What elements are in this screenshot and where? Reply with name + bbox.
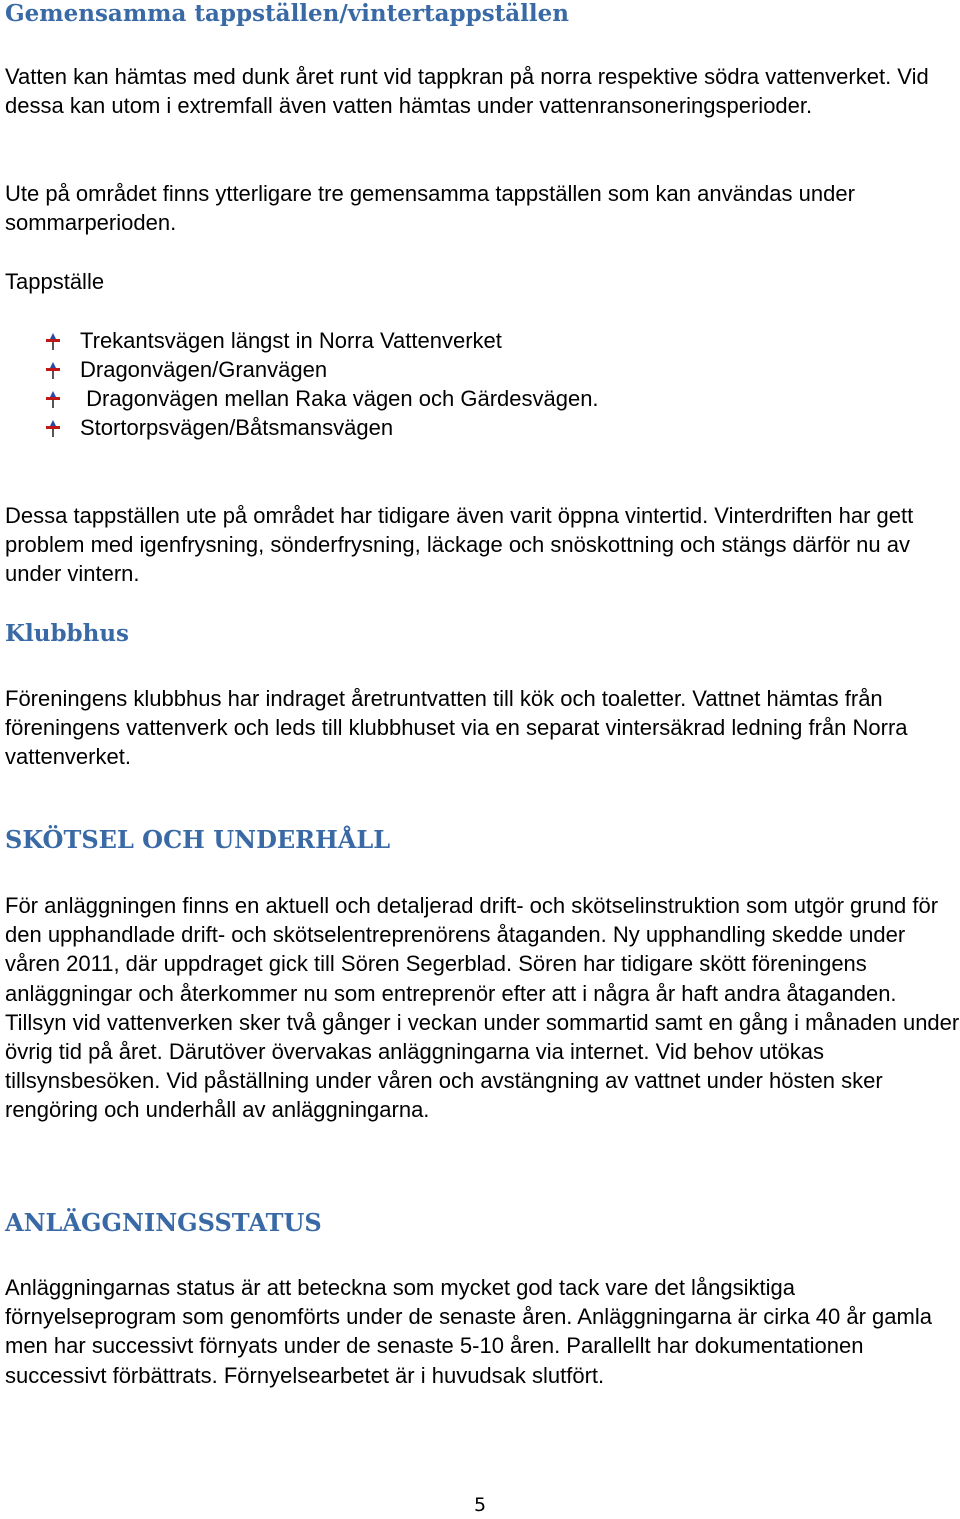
list-item — [43, 413, 599, 442]
list-item-text: Dragonvägen/Granvägen — [80, 357, 328, 382]
pushpin-icon — [43, 331, 63, 351]
heading-klubbhus: Klubbhus — [5, 620, 130, 647]
paragraph-vatten-dunk: Vatten kan hämtas med dunk året runt vid tappkran på norra respektive södra vattenverket. Vid dessa kan utom i extremfall även vatten hämtas under vattenransoneringsperioder. — [5, 64, 929, 119]
list-item — [43, 355, 599, 384]
pushpin-icon — [43, 360, 63, 380]
tappstalle-label: Tappställe — [5, 269, 105, 294]
paragraph-vinterdrift: Dessa tappställen ute på området har tidigare även varit öppna vintertid. Vinterdriften har gett problem med igenfrysning, sönderfrysning, läckage och snöskottning och stängs därför nu av under vintern. — [5, 503, 914, 587]
pushpin-icon — [43, 389, 63, 409]
paragraph-skotsel: För anläggningen finns en aktuell och detaljerad drift- och skötselinstruktion som utgör grund för den upphandlade drift- och skötselentreprenörens åtaganden. Ny upphandling skedde under våren 2011, där uppdraget gick till Sören Segerblad. Sören har tidigare skött föreningens anläggningar och återkommer nu som entreprenör efter att i några år haft andra åtaganden. Tillsyn vid vattenverken sker två gånger i veckan under sommartid samt en gång i månaden under övrig tid på året. Därutöver övervakas anläggningarna via internet. Vid behov utökas tillsynsbesöken. Vid påställning under våren och avstängning av vattnet under hösten sker rengöring och underhåll av anläggningarna. — [5, 893, 960, 1123]
paragraph-tre-tappstallen: Ute på området finns ytterligare tre gemensamma tappställen som kan användas under sommarperioden. — [5, 181, 855, 236]
list-item — [43, 326, 599, 355]
heading-skotsel-och-underhall: SKÖTSEL OCH UNDERHÅLL — [5, 825, 391, 854]
list-item-text: Stortorpsvägen/Båtsmansvägen — [80, 415, 394, 440]
paragraph-klubbhus: Föreningens klubbhus har indraget åretruntvatten till kök och toaletter. Vattnet hämtas från föreningens vattenverk och leds till klubbhuset via en separat vintersäkrad ledning från Norra vattenverket. — [5, 686, 908, 770]
paragraph-anlaggningsstatus: Anläggningarnas status är att beteckna som mycket god tack vare det långsiktiga förnyelseprogram som genomförts under de senaste åren. Anläggningarna är cirka 40 år gamla men har successivt förnyats under de senaste 5-10 åren. Parallellt har dokumentationen successivt förbättrats. Förnyelsearbetet är i huvudsak slutfört. — [5, 1275, 932, 1388]
heading-anlaggningsstatus: ANLÄGGNINGSSTATUS — [5, 1208, 322, 1237]
list-item — [43, 384, 599, 413]
tappstalle-list — [43, 326, 599, 442]
pushpin-icon — [43, 418, 63, 438]
page-number: 5 — [473, 1494, 487, 1516]
list-item-text: Trekantsvägen längst in Norra Vattenverket — [80, 328, 502, 353]
heading-gemensamma-tappstallen: Gemensamma tappställen/vintertappställen — [5, 0, 569, 27]
list-item-text: Dragonvägen mellan Raka vägen och Gärdesvägen. — [80, 386, 599, 411]
